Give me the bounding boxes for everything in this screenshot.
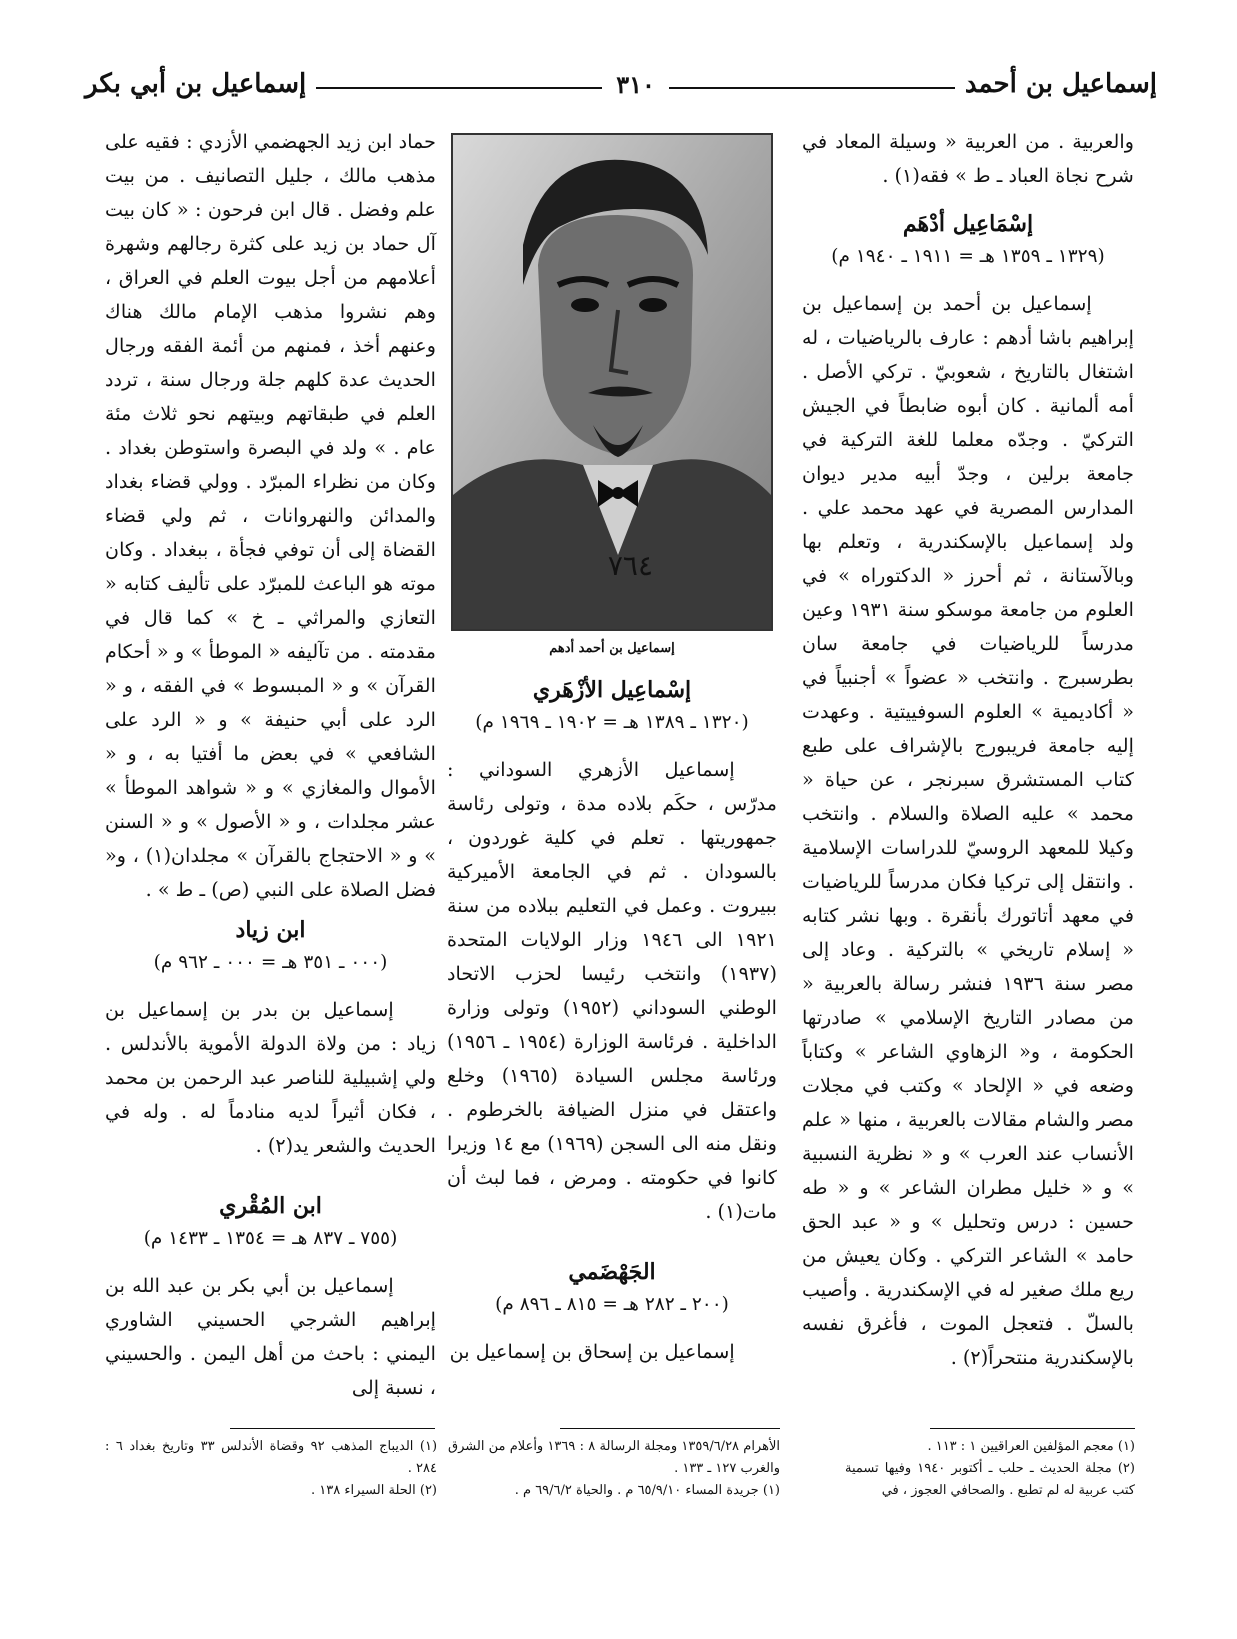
entry-dates-ibn-ziyad: (٠٠٠ ـ ٣٥١ هـ = ٠٠٠ ـ ٩٦٢ م) [153, 952, 388, 973]
entry-body-ibn-muqri: إسماعيل بن أبي بكر بن عبد الله بن إبراهيم الشرجي الحسيني الشاوري اليمني : باحث من أهل اليمن . والحسيني ، نسبة إلى [105, 1274, 436, 1399]
footnotes-right [845, 1436, 1135, 1502]
header-right-title: إسماعيل بن أحمد [964, 69, 1157, 99]
header-rule-right [669, 87, 955, 89]
entry-title-ibn-ziyad: ابن زياد [235, 917, 306, 943]
footnote: (٢) الحلة السيراء ١٣٨ . [311, 1483, 437, 1498]
footnote: الأهرام ١٣٥٩/٦/٢٨ ومجلة الرسالة ٨ : ١٣٦٩ وأعلام من الشرق والغرب ١٢٧ ـ ١٣٣ . [448, 1439, 780, 1476]
footnote: (١) الديباج المذهب ٩٢ وقضاة الأندلس ٣٣ وتاريخ بغداد ٦ : ٢٨٤ . [105, 1439, 438, 1476]
footnotes-left [105, 1436, 437, 1502]
footnote: (٢) مجلة الحديث ـ حلب ـ أكتوبر ١٩٤٠ وفيها تسمية كتب عربية له لم تطبع . والصحافي العجوز ، في [845, 1461, 1135, 1498]
header-rule-left [316, 87, 602, 89]
running-header [85, 62, 1157, 106]
entry-body-azhari: إسماعيل الأزهري السوداني : مدرّس ، حكَم بلاده مدة ، وتولى رئاسة جمهوريتها . تعلم في كلية غوردون ، بالسودان . ثم في الجامعة الأميركية ببيروت . وعمل في التعليم ببلاده من سنة ١٩٢١ الى ١٩٤٦ وزار الولايات المتحدة (١٩٣٧) وانتخب رئيسا لحزب الاتحاد الوطني السوداني (١٩٥٢) وتولى وزارة الداخلية . فرئاسة الوزارة (١٩٥٤ ـ ١٩٥٦) ورئاسة مجلس السيادة (١٩٦٥) وخلع واعتقل في منزل الضيافة بالخرطوم . ونقل منه الى السجن (١٩٦٩) مع ١٤ وزيرا كانوا في حكومته . ومرض ، فما لبث أن مات(١) . [447, 758, 777, 1223]
entry-title-ibn-muqri: ابن المُقْري [219, 1193, 322, 1219]
entry-title-adham: إسْمَاعِيل أدْهَم [902, 211, 1034, 237]
entry-title-jahdami: الجَهْضَمي [568, 1259, 656, 1285]
intro-paragraph: والعربية . من العربية « وسيلة المعاد في شرح نجاة العباد ـ ط » فقه(١) . [802, 130, 1134, 187]
portrait-caption: إسماعيل بن أحمد أدهم [549, 641, 675, 656]
entry-dates-ibn-muqri: (٧٥٥ ـ ٨٣٧ هـ = ١٣٥٤ ـ ١٤٣٣ م) [143, 1228, 398, 1249]
portrait-illustration [453, 135, 771, 629]
footnote-rule-middle [560, 1428, 780, 1429]
entry-dates-azhari: (١٣٢٠ ـ ١٣٨٩ هـ = ١٩٠٢ ـ ١٩٦٩ م) [475, 712, 749, 733]
portrait-photo [451, 133, 773, 631]
footnotes-middle [448, 1436, 780, 1502]
portrait-scribble: ٧٦٤ [607, 549, 653, 582]
footnote-rule-right [930, 1428, 1135, 1429]
entry-body-ibn-ziyad: إسماعيل بن بدر بن إسماعيل بن زياد : من ولاة الدولة الأموية بالأندلس . ولي إشبيلية للناصر عبد الرحمن بن محمد ، فكان أثيراً لديه منادماً له . وله في الحديث والشعر يد(٢) . [105, 998, 436, 1157]
left-column [105, 125, 436, 1405]
footnote: (١) معجم المؤلفين العراقيين ١ : ١١٣ . [927, 1439, 1135, 1454]
page-number: ٣١٠ [616, 69, 655, 99]
right-column [802, 125, 1134, 1375]
entry-body-jahdami: إسماعيل بن إسحاق بن إسماعيل بن [449, 1340, 735, 1363]
entry-dates-adham: (١٣٢٩ ـ ١٣٥٩ هـ = ١٩١١ ـ ١٩٤٠ م) [831, 246, 1105, 267]
entry-dates-jahdami: (٢٠٠ ـ ٢٨٢ هـ = ٨١٥ ـ ٨٩٦ م) [495, 1294, 729, 1315]
middle-column [447, 125, 777, 1369]
entry-body-adham: إسماعيل بن أحمد بن إسماعيل بن إبراهيم باشا أدهم : عارف بالرياضيات ، له اشتغال بالتاريخ ، شعوبيّ . تركي الأصل . أمه ألمانية . كان أبوه ضابطاً في الجيش التركيّ . وجدّه معلما للغة التركية في جامعة برلين ، وجدّ أبيه مدير ديوان المدارس المصرية في عهد محمد علي . ولد إسماعيل بالإسكندرية ، وتعلم بها وبالآستانة ، ثم أحرز « الدكتوراه » في العلوم من جامعة موسكو سنة ١٩٣١ وعين مدرساً للرياضيات في جامعة سان بطرسبرج . وانتخب « عضواً » أجنبياً في « أكاديمية » العلوم السوفييتية . وعهدت إليه جامعة فريبورج بالإشراف على طبع كتاب المستشرق سبرنجر ، عن حياة « محمد » عليه الصلاة والسلام . وانتخب وكيلا للمعهد الروسيّ للدراسات الإسلامية . وانتقل إلى تركيا فكان مدرساً للرياضيات في معهد أتاتورك بأنقرة . وبها نشر كتابه « إسلام تاريخي » بالتركية . وعاد إلى مصر سنة ١٩٣٦ فنشر رسالة بالعربية « من مصادر التاريخ الإسلامي » صادرتها الحكومة ، و« الزهاوي الشاعر » وكتاباً وضعه في « الإلحاد » وكتب في مجلات مصر والشام مقالات بالعربية ، منها « علم الأنساب عند العرب » و « نظرية النسبية » و « خليل مطران الشاعر » و « طه حسين : درس وتحليل » و « عبد الحق حامد » الشاعر التركي . وكان يعيش من ريع ملك صغير له في الإسكندرية . وأصيب بالسلّ . فتعجل الموت ، فأغرق نفسه بالإسكندرية منتحراً(٢) . [802, 292, 1135, 1369]
entry-body-hammad: حماد ابن زيد الجهضمي الأزدي : فقيه على مذهب مالك ، جليل التصانيف . من بيت علم وفضل . قال ابن فرحون : « كان بيت آل حماد بن زيد على كثرة رجالهم وشهرة أعلامهم من أجل بيوت العلم في العراق ، وهم نشروا مذهب الإمام مالك هناك وعنهم أخذ ، فمنهم من أئمة الفقه ورجال الحديث عدة كلهم جلة ورجال سنة ، تردد العلم في طبقاتهم وبيتهم نحو ثلاث مئة عام . » ولد في البصرة واستوطن بغداد . وكان من نظراء المبرّد . وولي قضاء بغداد والمدائن والنهروانات ، ثم ولي قضاء القضاة إلى أن توفي فجأة ، ببغداد . وكان موته هو الباعث للمبرّد على تأليف كتابه « التعازي والمراثي ـ خ » كما قال في مقدمته . من تآليفه « الموطأ » و « أحكام القرآن » و « المبسوط » في الفقه ، و « الرد على أبي حنيفة » و « الرد على الشافعي » في بعض ما أفتيا به ، و « الأموال والمغازي » و « شواهد الموطأ » عشر مجلدات ، و « الأصول » و « السنن » و « الاحتجاج بالقرآن » مجلدان(١) ، و« فضل الصلاة على النبي (ص) ـ ط » . [105, 130, 436, 901]
entry-title-azhari: إسْماعِيل الأزْهَري [532, 677, 692, 703]
header-left-title: إسماعيل بن أبي بكر [84, 69, 307, 99]
footnote-rule-left [230, 1428, 435, 1429]
footnote: (١) جريدة المساء ٦٥/٩/١٠ م . والحياة ٦٩/٦/٢ م . [514, 1483, 780, 1498]
